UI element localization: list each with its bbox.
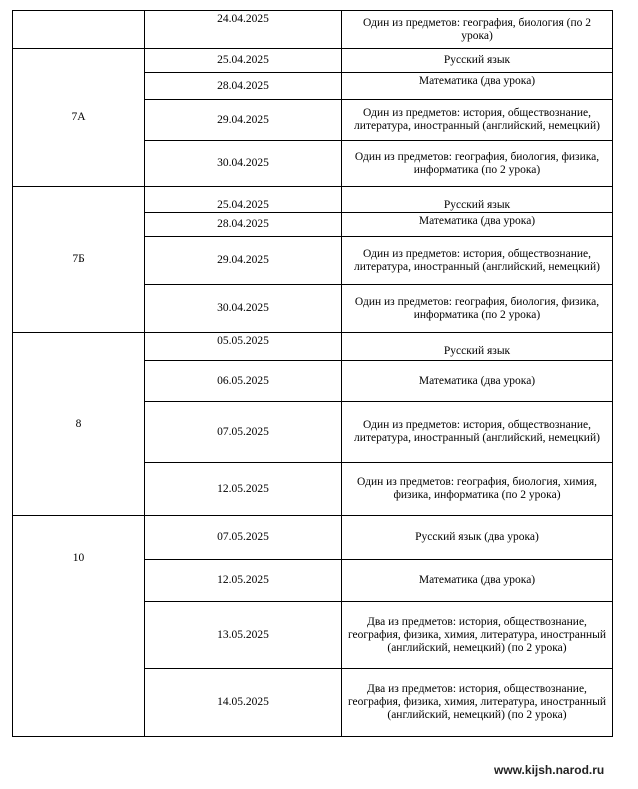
date-cell: 30.04.2025	[145, 285, 342, 333]
class-cell: 7Б	[13, 187, 145, 333]
date-cell: 25.04.2025	[145, 187, 342, 213]
date-cell: 13.05.2025	[145, 602, 342, 669]
date-cell: 29.04.2025	[145, 100, 342, 141]
subject-cell: Один из предметов: история, обществознание, литература, иностранный (английский, немецкий)	[342, 402, 613, 463]
subject-cell: Один из предметов: география, биология, химия, физика, информатика (по 2 урока)	[342, 463, 613, 516]
subject-cell: Один из предметов: география, биология (по 2 урока)	[342, 11, 613, 49]
subject-cell: Один из предметов: история, обществознание, литература, иностранный (английский, немецкий)	[342, 100, 613, 141]
date-cell: 29.04.2025	[145, 237, 342, 285]
date-cell: 28.04.2025	[145, 213, 342, 237]
subject-cell: Два из предметов: история, обществознание, география, физика, химия, литература, иностранный (английский, немецкий) (по 2 урока)	[342, 669, 613, 737]
subject-cell: Русский язык (два урока)	[342, 516, 613, 560]
subject-cell: Два из предметов: история, обществознание, география, физика, химия, литература, иностранный (английский, немецкий) (по 2 урока)	[342, 602, 613, 669]
table-row	[13, 49, 613, 73]
site-watermark: www.kijsh.narod.ru	[494, 763, 605, 777]
table-row	[13, 187, 613, 213]
date-cell: 24.04.2025	[145, 11, 342, 49]
subject-cell: Математика (два урока)	[342, 560, 613, 602]
date-cell: 06.05.2025	[145, 361, 342, 402]
class-cell: 10	[13, 516, 145, 737]
date-cell: 07.05.2025	[145, 516, 342, 560]
subject-cell: Один из предметов: география, биология, физика, информатика (по 2 урока)	[342, 141, 613, 187]
table-row	[13, 333, 613, 361]
table-row	[13, 11, 613, 49]
subject-cell: Один из предметов: история, обществознание, литература, иностранный (английский, немецкий)	[342, 237, 613, 285]
subject-cell: Математика (два урока)	[342, 361, 613, 402]
exam-schedule-table	[12, 10, 613, 737]
date-cell: 12.05.2025	[145, 463, 342, 516]
date-cell: 05.05.2025	[145, 333, 342, 361]
subject-cell: Один из предметов: география, биология, физика, информатика (по 2 урока)	[342, 285, 613, 333]
subject-cell: Русский язык	[342, 49, 613, 73]
class-cell: 7А	[13, 49, 145, 187]
class-cell	[13, 11, 145, 49]
class-cell: 8	[13, 333, 145, 516]
date-cell: 12.05.2025	[145, 560, 342, 602]
date-cell: 30.04.2025	[145, 141, 342, 187]
date-cell: 07.05.2025	[145, 402, 342, 463]
date-cell: 25.04.2025	[145, 49, 342, 73]
date-cell: 28.04.2025	[145, 73, 342, 100]
subject-cell: Математика (два урока)	[342, 213, 613, 237]
table-row	[13, 516, 613, 560]
subject-cell: Математика (два урока)	[342, 73, 613, 100]
subject-cell: Русский язык	[342, 333, 613, 361]
date-cell: 14.05.2025	[145, 669, 342, 737]
subject-cell: Русский язык	[342, 187, 613, 213]
